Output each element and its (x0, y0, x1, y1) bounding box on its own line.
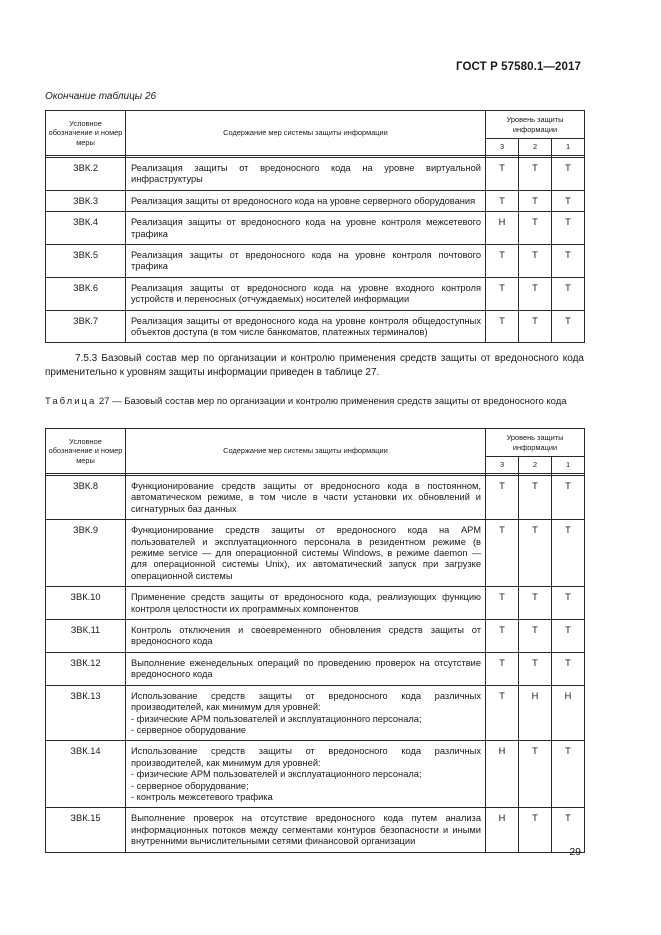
measure-code: ЗВК.2 (46, 158, 126, 191)
measure-code: ЗВК.5 (46, 245, 126, 278)
table-row (46, 685, 585, 741)
measure-code: ЗВК.7 (46, 310, 126, 343)
table-27 (45, 428, 585, 853)
level-number: 3 (486, 457, 519, 474)
level-3-value: Т (486, 652, 519, 685)
level-3-value: Н (486, 741, 519, 808)
measure-code: ЗВК.3 (46, 190, 126, 211)
measure-content-line: Использование средств защиты от вредоносного кода различных производителей, как минимум для уровней: (131, 690, 481, 713)
measure-code: ЗВК.10 (46, 587, 126, 620)
column-header-level: Уровень защиты информации (486, 111, 585, 139)
column-header-content: Содержание мер системы защиты информации (126, 429, 486, 474)
table-row (46, 652, 585, 685)
table-row (46, 158, 585, 191)
level-number: 1 (552, 457, 585, 474)
level-2-value: Т (519, 476, 552, 520)
table-row (46, 808, 585, 852)
level-3-value: Т (486, 476, 519, 520)
table-27-title (45, 396, 584, 408)
table-row (46, 587, 585, 620)
level-2-value: Т (519, 158, 552, 191)
level-3-value: Т (486, 520, 519, 587)
measure-content-line: - серверное оборудование; (131, 780, 249, 791)
level-3-value: Т (486, 310, 519, 343)
measure-code: ЗВК.12 (46, 652, 126, 685)
level-2-value: Т (519, 212, 552, 245)
table-row (46, 190, 585, 211)
measure-content-line: - контроль межсетевого трафика (131, 791, 273, 802)
level-1-value: Т (552, 652, 585, 685)
measure-content-line: - физические АРМ пользователей и эксплуатационного персонала; (131, 713, 422, 724)
page-number: 29 (569, 846, 581, 858)
table-row (46, 245, 585, 278)
level-1-value: Т (552, 620, 585, 653)
level-1-value: Т (552, 741, 585, 808)
level-2-value: Т (519, 808, 552, 852)
table-row (46, 212, 585, 245)
document-code: ГОСТ Р 57580.1—2017 (456, 61, 581, 73)
table-row (46, 620, 585, 653)
measure-code: ЗВК.11 (46, 620, 126, 653)
level-1-value: Н (552, 685, 585, 741)
level-2-value: Т (519, 620, 552, 653)
level-1-value: Т (552, 158, 585, 191)
table-row (46, 310, 585, 343)
measure-code: ЗВК.6 (46, 277, 126, 310)
measure-code: ЗВК.8 (46, 476, 126, 520)
level-2-value: Т (519, 587, 552, 620)
level-1-value: Т (552, 310, 585, 343)
measure-code: ЗВК.14 (46, 741, 126, 808)
measure-content: Функционирование средств защиты от вредоносного кода на АРМ пользователей и эксплуатационного персонала в резидентном режиме (в режиме service — для операционной системы Windows, в режиме daemon — для операционной системы Unix), их автоматический запуск при загрузке операционной системы (126, 520, 486, 587)
level-1-value: Т (552, 476, 585, 520)
level-1-value: Т (552, 520, 585, 587)
measure-content: Реализация защиты от вредоносного кода на уровне контроля почтового трафика (126, 245, 486, 278)
level-2-value: Т (519, 277, 552, 310)
column-header-level: Уровень защиты информации (486, 429, 585, 457)
level-number: 3 (486, 139, 519, 156)
level-number: 2 (519, 457, 552, 474)
level-3-value: Т (486, 587, 519, 620)
measure-content: Реализация защиты от вредоносного кода на уровне серверного оборудования (126, 190, 486, 211)
level-3-value: Т (486, 190, 519, 211)
level-2-value: Т (519, 190, 552, 211)
measure-code: ЗВК.15 (46, 808, 126, 852)
level-3-value: Т (486, 620, 519, 653)
level-number: 2 (519, 139, 552, 156)
level-2-value: Т (519, 245, 552, 278)
column-header-code: Условное обозначение и номер меры (46, 429, 126, 474)
measure-content: Контроль отключения и своевременного обновления средств защиты от вредоносного кода (126, 620, 486, 653)
level-3-value: Н (486, 808, 519, 852)
table-label: Таблица (45, 396, 97, 407)
measure-content (126, 685, 486, 741)
table-continuation-caption: Окончание таблицы 26 (45, 91, 157, 102)
measure-content: Функционирование средств защиты от вредоносного кода в постоянном, автоматическом режиме, в том числе в части установки их обновлений и сигнатурных баз данных (126, 476, 486, 520)
level-3-value: Н (486, 212, 519, 245)
level-2-value: Н (519, 685, 552, 741)
level-3-value: Т (486, 158, 519, 191)
measure-code: ЗВК.13 (46, 685, 126, 741)
level-1-value: Т (552, 245, 585, 278)
measure-content: Реализация защиты от вредоносного кода на уровне контроля межсетевого трафика (126, 212, 486, 245)
table-row (46, 476, 585, 520)
level-2-value: Т (519, 520, 552, 587)
level-2-value: Т (519, 652, 552, 685)
table-row (46, 277, 585, 310)
column-header-code: Условное обозначение и номер меры (46, 111, 126, 156)
level-3-value: Т (486, 685, 519, 741)
measure-content-line: - физические АРМ пользователей и эксплуатационного персонала; (131, 769, 422, 780)
level-2-value: Т (519, 741, 552, 808)
measure-content: Выполнение проверок на отсутствие вредоносного кода путем анализа информационных потоков между сегментами контуров безопасности и иными внутренними вычислительными сетями финансовой организации (126, 808, 486, 852)
level-1-value: Т (552, 808, 585, 852)
level-1-value: Т (552, 190, 585, 211)
measure-content: Реализация защиты от вредоносного кода на уровне виртуальной инфраструктуры (126, 158, 486, 191)
level-1-value: Т (552, 277, 585, 310)
measure-content: Применение средств защиты от вредоносного кода, реализующих функцию контроля целостности их программных компонентов (126, 587, 486, 620)
measure-code: ЗВК.9 (46, 520, 126, 587)
table-row (46, 520, 585, 587)
measure-content: Выполнение еженедельных операций по проведению проверок на отсутствие вредоносного кода (126, 652, 486, 685)
section-paragraph: 7.5.3 Базовый состав мер по организации и контролю применения средств защиты от вредоносного кода применительно к уровням защиты информации приведен в таблице 27. (45, 353, 584, 378)
measure-content (126, 741, 486, 808)
level-1-value: Т (552, 212, 585, 245)
table-26 (45, 110, 585, 343)
measure-content-line: Использование средств защиты от вредоносного кода различных производителей, как минимум для уровней: (131, 746, 481, 768)
measure-content: Реализация защиты от вредоносного кода на уровне входного контроля устройств и переносных (отчуждаемых) носителей информации (126, 277, 486, 310)
level-1-value: Т (552, 587, 585, 620)
table-title-text: 27 — Базовый состав мер по организации и контролю применения средств защиты от вредоносного кода (96, 396, 567, 407)
level-3-value: Т (486, 245, 519, 278)
level-2-value: Т (519, 310, 552, 343)
measure-content-line: - серверное оборудование (131, 724, 247, 735)
level-number: 1 (552, 139, 585, 156)
column-header-content: Содержание мер системы защиты информации (126, 111, 486, 156)
level-3-value: Т (486, 277, 519, 310)
measure-content: Реализация защиты от вредоносного кода на уровне контроля общедоступных объектов доступа (в том числе банкоматов, платежных терминалов) (126, 310, 486, 343)
table-row (46, 741, 585, 808)
measure-code: ЗВК.4 (46, 212, 126, 245)
